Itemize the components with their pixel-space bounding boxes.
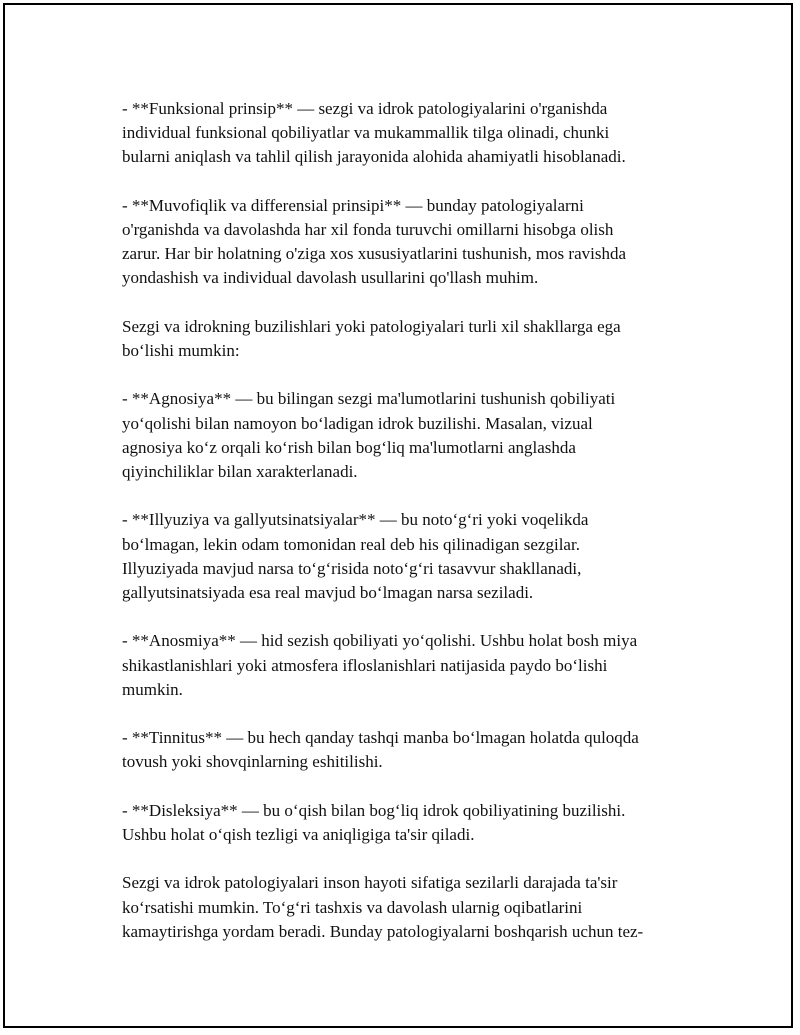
text-line: ko‘rsatishi mumkin. To‘g‘ri tashxis va davolash ularnig oqibatlarini (122, 897, 583, 917)
text-line: - **Muvofiqlik va differensial prinsipi** — bunday patologiyalarni (122, 195, 584, 215)
text-line: bularni aniqlash va tahlil qilish jarayonida alohida ahamiyatli hisoblanadi. (122, 147, 626, 167)
paragraph-buzilishlar-intro (122, 315, 702, 363)
text-line: qiyinchiliklar bilan xarakterlanadi. (122, 462, 358, 481)
text-line: zarur. Har bir holatning o'ziga xos xususiyatlarini tushunish, mos ravishda (122, 244, 627, 264)
text-line: kamaytirishga yordam beradi. Bunday patologiyalarni boshqarish uchun tez- (122, 921, 644, 941)
document-body (122, 97, 702, 968)
paragraph-agnosiya (122, 387, 702, 484)
text-line: Sezgi va idrokning buzilishlari yoki patologiyalari turli xil shakllarga ega (122, 316, 621, 336)
paragraph-illyuziya (122, 508, 702, 605)
paragraph-muvofiqlik-prinsipi (122, 194, 702, 291)
text-line: Ushbu holat o‘qish tezligi va aniqligiga ta'sir qiladi. (122, 824, 475, 844)
paragraph-anosmiya (122, 629, 702, 702)
text-line: - **Tinnitus** — bu hech qanday tashqi manba bo‘lmagan holatda quloqda (122, 728, 639, 748)
text-line: mumkin. (122, 679, 183, 699)
text-line: - **Illyuziya va gallyutsinatsiyalar** — bu noto‘g‘ri yoki voqelikda (122, 510, 589, 530)
text-line: - **Agnosiya** — bu bilingan sezgi ma'lumotlarini tushunish qobiliyati (122, 389, 616, 409)
paragraph-tinnitus (122, 726, 702, 774)
text-line: shikastlanishlari yoki atmosfera ifloslanishlari natijasida paydo bo‘lishi (122, 655, 608, 675)
text-line: Illyuziyada mavjud narsa to‘g‘risida noto‘g‘ri tasavvur shakllanadi, (122, 558, 582, 578)
paragraph-funksional-prinsip (122, 97, 702, 170)
text-line: yo‘qolishi bilan namoyon bo‘ladigan idrok buzilishi. Masalan, vizual (122, 413, 593, 433)
paragraph-conclusion (122, 871, 702, 944)
paragraph-disleksiya (122, 799, 702, 847)
page-frame (3, 3, 793, 1028)
text-line: - **Funksional prinsip** — sezgi va idrok patologiyalarini o'rganishda (122, 99, 608, 118)
text-line: gallyutsinatsiyada esa real mavjud bo‘lmagan narsa seziladi. (122, 583, 534, 602)
text-line: Sezgi va idrok patologiyalari inson hayoti sifatiga sezilarli darajada ta'sir (122, 873, 618, 893)
text-line: o'rganishda va davolashda har xil fonda turuvchi omillarni hisobga olish (122, 220, 614, 239)
text-line: agnosiya ko‘z orqali ko‘rish bilan bog‘liq ma'lumotlarni anglashda (122, 437, 576, 457)
text-line: bo‘lmagan, lekin odam tomonidan real deb his qilinadigan sezgilar. (122, 534, 580, 554)
text-line: - **Anosmiya** — hid sezish qobiliyati yo‘qolishi. Ushbu holat bosh miya (122, 631, 638, 651)
text-line: individual funksional qobiliyatlar va mukammallik tilga olinadi, chunki (122, 123, 610, 143)
text-line: bo‘lishi mumkin: (122, 341, 240, 360)
text-line: - **Disleksiya** — bu o‘qish bilan bog‘liq idrok qobiliyatining buzilishi. (122, 800, 626, 820)
text-line: tovush yoki shovqinlarning eshitilishi. (122, 752, 383, 772)
text-line: yondashish va individual davolash usullarini qo'llash muhim. (122, 268, 539, 288)
